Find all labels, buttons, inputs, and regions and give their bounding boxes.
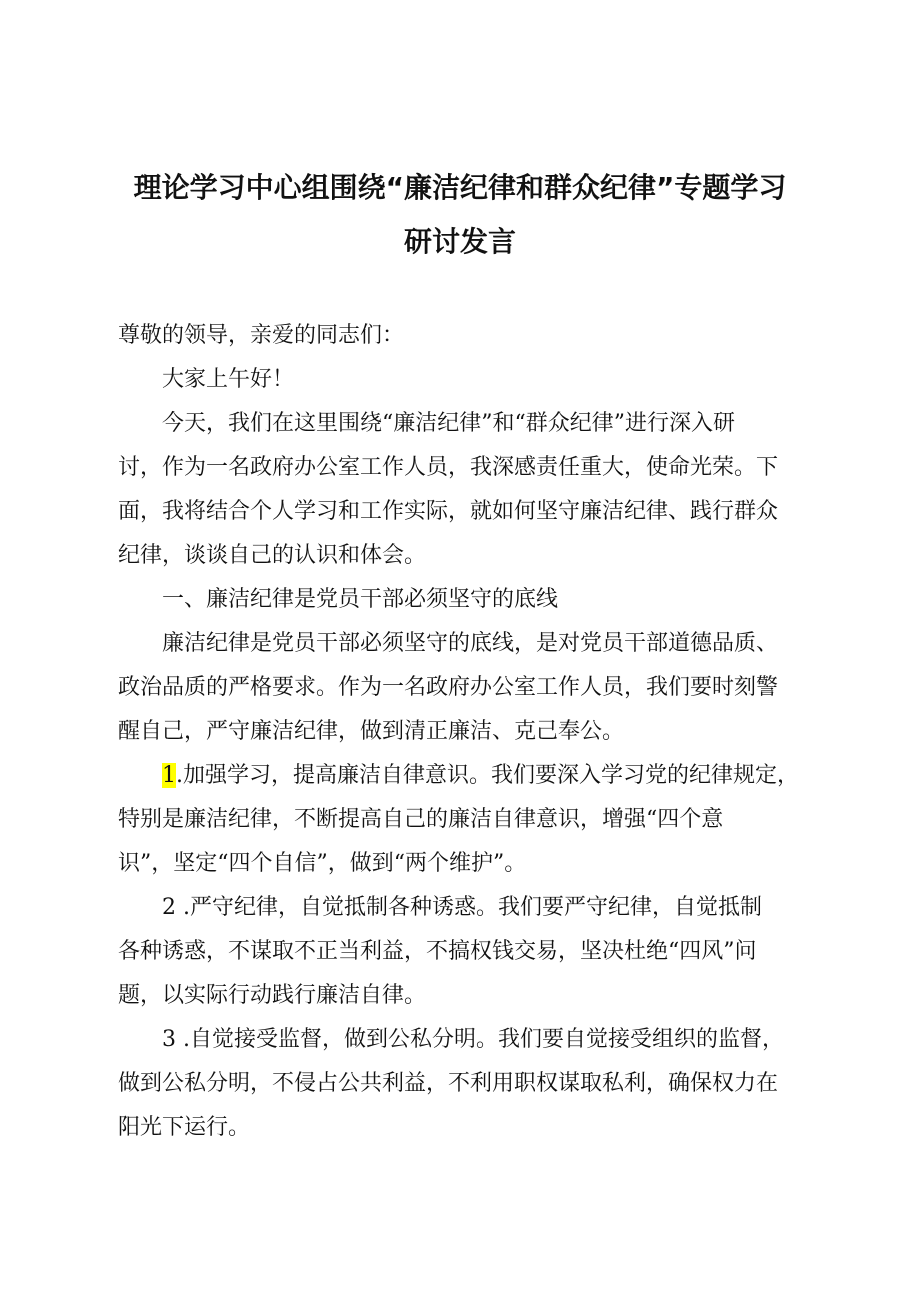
intro-line-1: 今天，我们在这里围绕“廉洁纪律”和“群众纪律”进行深入研 — [162, 411, 735, 436]
document-title-line1: 理论学习中心组围绕“廉洁纪律和群众纪律”专题学习 — [133, 171, 787, 204]
section1-line-3: 醒自己，严守廉洁纪律，做到清正廉洁、克己奉公。 — [118, 719, 625, 744]
item2-line-1: 2 .严守纪律，自觉抵制各种诱惑。我们要严守纪律，自觉抵制 — [162, 895, 762, 920]
item1-number-highlight: 1 — [162, 763, 176, 788]
item1-line-3: 识”，坚定“四个自信”，做到“两个维护”。 — [118, 851, 527, 876]
salutation: 尊敬的领导，亲爱的同志们： — [118, 323, 405, 348]
section1-line-2: 政治品质的严格要求。作为一名政府办公室工作人员，我们要时刻警 — [118, 675, 779, 700]
intro-line-4: 纪律，谈谈自己的认识和体会。 — [118, 543, 427, 568]
item3-line-2: 做到公私分明，不侵占公共利益，不利用职权谋取私利，确保权力在 — [118, 1071, 779, 1096]
document-title-line2: 研讨发言 — [403, 225, 516, 258]
intro-line-2: 讨，作为一名政府办公室工作人员，我深感责任重大，使命光荣。下 — [118, 455, 779, 480]
item3-line-3: 阳光下运行。 — [118, 1115, 251, 1140]
section1-heading: 一、廉洁纪律是党员干部必须坚守的底线 — [162, 587, 559, 612]
intro-line-3: 面，我将结合个人学习和工作实际，就如何坚守廉洁纪律、践行群众 — [118, 499, 779, 524]
item1-line-2: 特别是廉洁纪律，不断提高自己的廉洁自律意识，增强“四个意 — [118, 807, 724, 832]
item3-line-1: 3 .自觉接受监督，做到公私分明。我们要自觉接受组织的监督， — [162, 1027, 784, 1052]
section1-line-1: 廉洁纪律是党员干部必须坚守的底线，是对党员干部道德品质、 — [162, 631, 779, 656]
item1-line-1 — [162, 754, 862, 798]
item2-line-2: 各种诱惑，不谋取不正当利益，不搞权钱交易，坚决杜绝“四风”问 — [118, 939, 757, 964]
item2-line-3: 题，以实际行动践行廉洁自律。 — [118, 983, 427, 1008]
item1-line-1-text: .加强学习，提高廉洁自律意识。我们要深入学习党的纪律规定， — [176, 763, 799, 788]
greeting: 大家上午好！ — [162, 367, 295, 392]
